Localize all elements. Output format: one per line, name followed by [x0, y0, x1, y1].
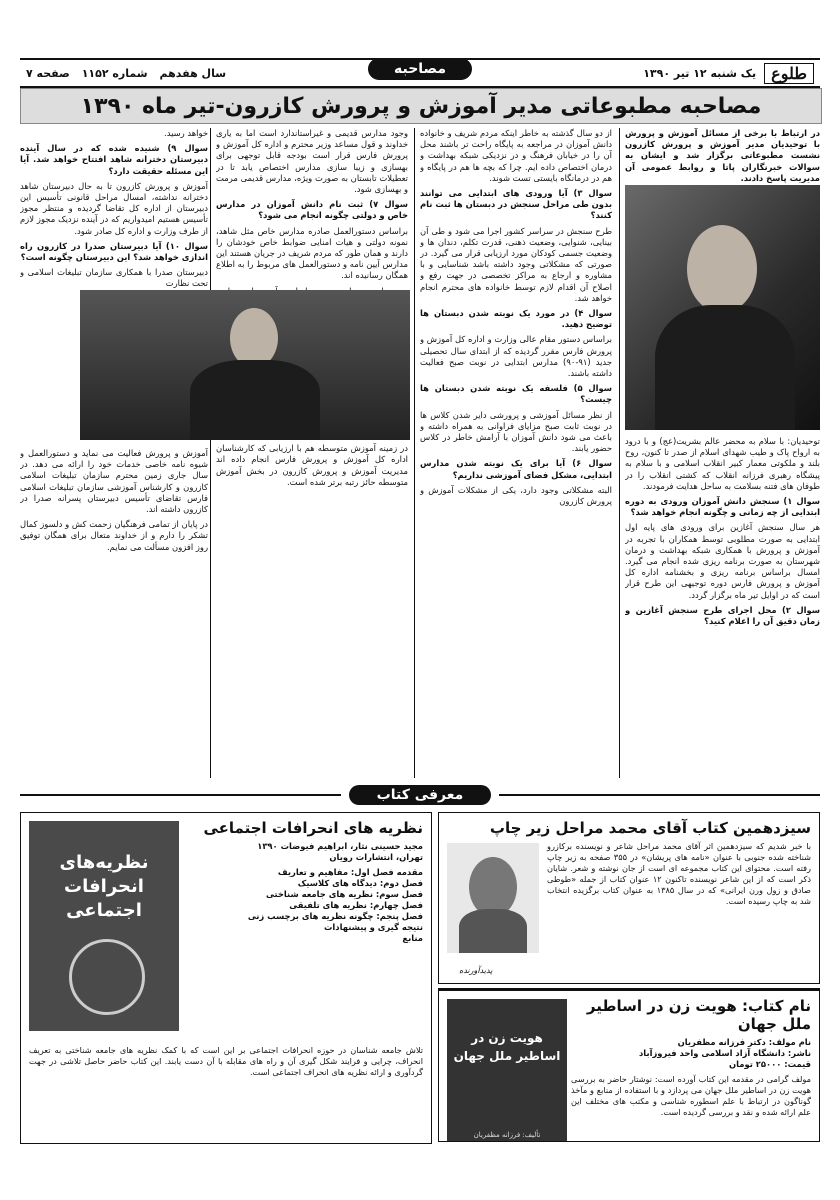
column-rule: [210, 128, 211, 778]
question-10: سوال ۱۰) آیا دبیرستان صدرا در کازرون راه اندازی خواهد شد؟ این دبیرستان چگونه است؟: [20, 240, 208, 263]
book-card-3: [438, 990, 820, 1142]
author-portrait: [447, 843, 539, 953]
section-badge: مصاحبه: [368, 58, 472, 80]
contents-5: فصل پنجم: چگونه نظریه های برچسب زنی: [247, 911, 423, 921]
closing-remarks: در پایان از تمامی فرهنگیان زحمت کش و دلسوز کمال تشکر را دارم و از خداوند متعال برای همگان توفیق روز افزون مسألت می نمایم.: [20, 519, 208, 552]
answer-intro: توحیدیان: با سلام به محضر عالم بشریت(عج) و با درود به ارواح پاک و طیب شهدای اسلام از صدر تا کنون، روح بلند و ملکوتی معمار کبیر انقلاب اسلامی و با سلام به پیشگاه رهبری فرزانه انقلاب که کشتی انقلاب را در طوفان های فتنه بسلامت به ساحل هدایت فرمودند.: [625, 436, 820, 491]
book-description: با خبر شدیم که سیزدهمین اثر آقای محمد مراحل شاعر و نویسنده برکازرو شناخته شده جنوبی با عنوان «نامه های پریشان» در ۳۵۵ صفحه به زیر چاپ رفته است. محتوای این کتاب مجموعه ای است از جان نوشته و شعر. شایان ذکر است که از این شاعر نویسنده تاکنون ۱۲ عنوان کتاب از جمله «طوطی صادق و زول ورن ایرانی» که در سال ۱۳۸۵ به عنوان کتاب برگزیده انتخاب شد به چاپ رسیده است.: [547, 841, 811, 906]
answer-10: دبیرستان صدرا با همکاری سازمان تبلیغات اسلامی و تحت نظارت: [20, 267, 208, 288]
director-photo: [625, 185, 820, 430]
main-headline: مصاحبه مطبوعاتی مدیر آموزش و پرورش کازرون-تیر ماه ۱۳۹۰: [20, 88, 822, 124]
answer-5: از نظر مسائل آموزشی و پرورشی دایر شدن کلاس ها در نوبت ثابت صبح مزایای فراوانی به همراه داشته و باعث می شود دانش آموزان با آرامش خاطر در کلاس حضور یابند.: [420, 409, 612, 454]
book-description: مولف گرامی در مقدمه این کتاب آورده است: نوشتار حاضر به بررسی هویت زن در اساطیر ملل جهان می پردازد و با استفاده از منابع و مآخذ گوناگون در ارتباط با علم اسطوره شناسی و مکتب های مختلف این علم ارائه شده و نقد و بررسی گردیده است.: [571, 1074, 811, 1117]
article-column-3: [216, 128, 408, 778]
answer-10-cont: آموزش و پرورش فعالیت می نماید و دستورالعمل و شیوه نامه خاصی خدمات خود را ارائه می دهد. در سال جاری زمین محترم سازمان تبلیغات اسلامی کازرون و کارشناس آموزشی سازمان تبلیغات اسلامی فارس تقاضای تأسیس دبیرستان پسرانه صدرا در کازرون داشته اند.: [20, 448, 208, 515]
page-number: صفحه ۷: [26, 66, 70, 80]
book-title: نام کتاب: هویت زن در اساطیر ملل جهان: [586, 997, 811, 1033]
issue-date: یک شنبه ۱۲ تیر ۱۳۹۰: [643, 66, 757, 80]
book-card-2: [20, 812, 432, 1144]
contents-3: فصل سوم: نظریه های جامعه شناختی: [265, 889, 423, 899]
question-2: سوال ۲) محل اجرای طرح سنجش آغازین و زمان دقیق آن را اعلام کنید؟: [625, 604, 820, 627]
answer-3: طرح سنجش در سراسر کشور اجرا می شود و طی آن بینایی، شنوایی، وضعیت ذهنی، قدرت تکلم، دندان ها و وضعیت جسمی کودکان مورد ارزیابی قرار می گیرد. در صورتی که مشکلاتی وجود داشته باشد شناسایی و با مشاوره و ارجاع به مراکز تخصصی در جهت رفع و اصلاح آن اقدام لازم توسط خانواده های محترم انجام خواهد شد.: [420, 225, 612, 303]
article-column-2: [420, 128, 612, 778]
book-cover: [447, 999, 567, 1142]
article-lead: در ارتباط با برخی از مسائل آموزش و پرورش با توحیدیان مدیر آموزش و پرورش کازرون نشست مطبوعاتی برگزار شد و ایشان به سوالات خبرنگاران پاتا و روابط عمومی آن مدیریت پاسخ دادند.: [625, 128, 820, 183]
column-rule: [414, 128, 415, 778]
book-section-header: [20, 786, 820, 804]
masthead-left: [20, 67, 226, 80]
book-cover: [29, 821, 179, 1031]
article-column-4-top: [20, 128, 208, 288]
article-column-1: [625, 436, 820, 776]
answer-4: براساس دستور مقام عالی وزارت و اداره کل آموزش و پرورش فارس مقرر گردیده که از ابتدای سال تحصیلی جدید (۹۱-۹۰) مدارس ابتدایی در نوبت صبح فعالیت داشته باشند.: [420, 334, 612, 379]
question-5: سوال ۵) فلسفه یک نوبته شدن دبستان ها چیست؟: [420, 383, 612, 405]
question-1: سوال ۱) سنجش دانش آموزان ورودی به دوره ابتدایی از چه زمانی و چگونه انجام خواهد شد؟: [625, 496, 820, 518]
answer-8-cont: در زمینه آموزش متوسطه هم با ارزیابی که کارشناسان اداره کل آموزش و پرورش فارس انجام داده اند مدیریت آموزش و پرورش کازرون در بخش آموزش متوسطه حائز رتبه برتر شده است.: [216, 443, 408, 487]
cover-title: هویت زن در اساطیر ملل جهان: [453, 1031, 561, 1063]
contents-2: فصل دوم: دیدگاه های کلاسیک: [297, 878, 423, 888]
question-4: سوال ۴) در مورد یک نوبته شدن دبستان ها توضیح دهید.: [420, 308, 612, 330]
answer-1: هر سال سنجش آغازین برای ورودی های پایه اول ابتدایی به صورت مطلوبی توسط همکاران با تجربه در آموزش و پرورش با همکاری شبکه بهداشت و درمان شهرستان به صورت برنامه ریزی شده انجام می گیرد. امسال براساس برنامه ریزی و بخشنامه اداره کل آموزش و پرورش فارس دوره توجیهی این طرح قرار است که در اوایل تیر ماه برگزار گردد.: [625, 522, 820, 600]
answer-2: از دو سال گذشته به خاطر اینکه مردم شریف و خانواده دانش آموزان در مراجعه به پایگاه راحت تر باشند محل آن را در خیابان فرهنگ و در نزدیکی شبکه بهداشت و درمان اختصاص داده ایم. چرا که بچه ها هم در پایگاه و هم در درمانگاه بایستی تست شوند.: [420, 128, 612, 183]
question-9: سوال ۹) شنیده شده که در سال آینده دبیرستان دخترانه شاهد افتتاح خواهد شد. آیا این مسئله حقیقت دارد؟: [20, 143, 208, 176]
cover-title: نظریه‌های انحرافات اجتماعی: [59, 852, 149, 921]
book-publisher: تهران، انتشارات رویان: [329, 852, 423, 862]
author-signature: پدیدآورنده: [459, 966, 493, 975]
article-column-4: [20, 448, 208, 778]
question-7: سوال ۷) ثبت نام دانش آموزان در مدارس خاص و دولتی چگونه انجام می شود؟: [216, 199, 408, 221]
book-authors: مجید حسینی نثار، ابراهیم فیوضات ۱۳۹۰: [257, 841, 423, 851]
answer-7: براساس دستورالعمل صادره مدارس خاص مثل شاهد، نمونه دولتی و هیات امنایی ضوابط خاص خودشان را دارند و همان طور که مردم شریف در جریان هستند این مدارس آیین نامه و دستورالعمل های مربوط را به اطلاع همگان رسانیده اند.: [216, 225, 408, 281]
book-author: نام مولف: دکتر فرزانه مظفریان: [677, 1037, 811, 1047]
question-3: سوال ۳) آیا ورودی های ابتدایی می توانند بدون طی مراحل سنجش در دبستان ها ثبت نام کنند؟: [420, 188, 612, 221]
answer-6-cont: وجود مدارس قدیمی و غیراستاندارد است اما به یاری خداوند و قول مساعد وزیر محترم و اداره کل آموزش و پرورش فارس قرار است بودجه قابل توجهی برای بهسازی و زیبا سازی مدارس اختصاص یابد تا در تعطیلات تابستان به صورت ویژه، مدارس قدیمی مرمت و بهسازی شود.: [216, 128, 408, 195]
contents-7: منابع: [402, 933, 423, 943]
contents-6: نتیجه گیری و پیشنهادات: [324, 922, 423, 932]
book-card-1: [438, 812, 820, 984]
issue-number: شماره ۱۱۵۲: [81, 66, 148, 80]
question-6: سوال ۶) آیا برای یک نوبته شدن مدارس ابتدایی، مشکل فضای آموزشی نداریم؟: [420, 458, 612, 480]
contents-4: فصل چهارم: نظریه های تلفیقی: [289, 900, 423, 910]
year-label: سال هفدهم: [159, 66, 227, 80]
book-description: تلاش جامعه شناسان در حوزه انحرافات اجتماعی بر این است که با کمک نظریه های جامعه شناختی به تعریف انحراف، چرایی و فرایند شکل گیری آن و راه های مقابله با آن دست یابند. این کتاب حاضر حاصل تلاشی در جهت گردآوری و ارائه نظریه های انحراف اجتماعی است.: [29, 1045, 423, 1077]
cover-author: تألیف: فرزانه مظفریان: [473, 1131, 541, 1139]
answer-6: البته مشکلاتی وجود دارد، یکی از مشکلات آموزش و پرورش کازرون: [420, 484, 612, 507]
book-publisher: ناشر: دانشگاه آزاد اسلامی واحد فیروزآباد: [639, 1048, 811, 1058]
book-title: نظریه های انحرافات اجتماعی: [203, 819, 423, 837]
masthead-bar: [20, 58, 820, 88]
answer-8-end: خواهد رسید.: [164, 128, 208, 138]
answer-9: آموزش و پرورش کازرون تا به حال دبیرستان شاهد دخترانه نداشته، امسال مراحل قانونی تأسیس این دبیرستان از اداره کل تقاضا گردیده و منتظر مجوز تأسیس هستیم امیدواریم که در آینده نزدیک مجوز لازم از طرف وزارت و اداره کل صادر شود.: [20, 180, 208, 236]
contents-1: مقدمه فصل اول: مفاهیم و تعاریف: [277, 867, 423, 877]
masthead-right: [643, 63, 820, 84]
book-section-title: معرفی کتاب: [349, 785, 492, 805]
column-rule: [619, 128, 620, 778]
book-price: قیمت: ۲۵۰۰۰ تومان: [728, 1059, 811, 1069]
book-title: سیزدهمین کتاب آقای محمد مراحل زیر چاپ: [489, 819, 811, 837]
newspaper-logo: طلوع: [764, 63, 814, 84]
speech-photo: [80, 290, 410, 440]
